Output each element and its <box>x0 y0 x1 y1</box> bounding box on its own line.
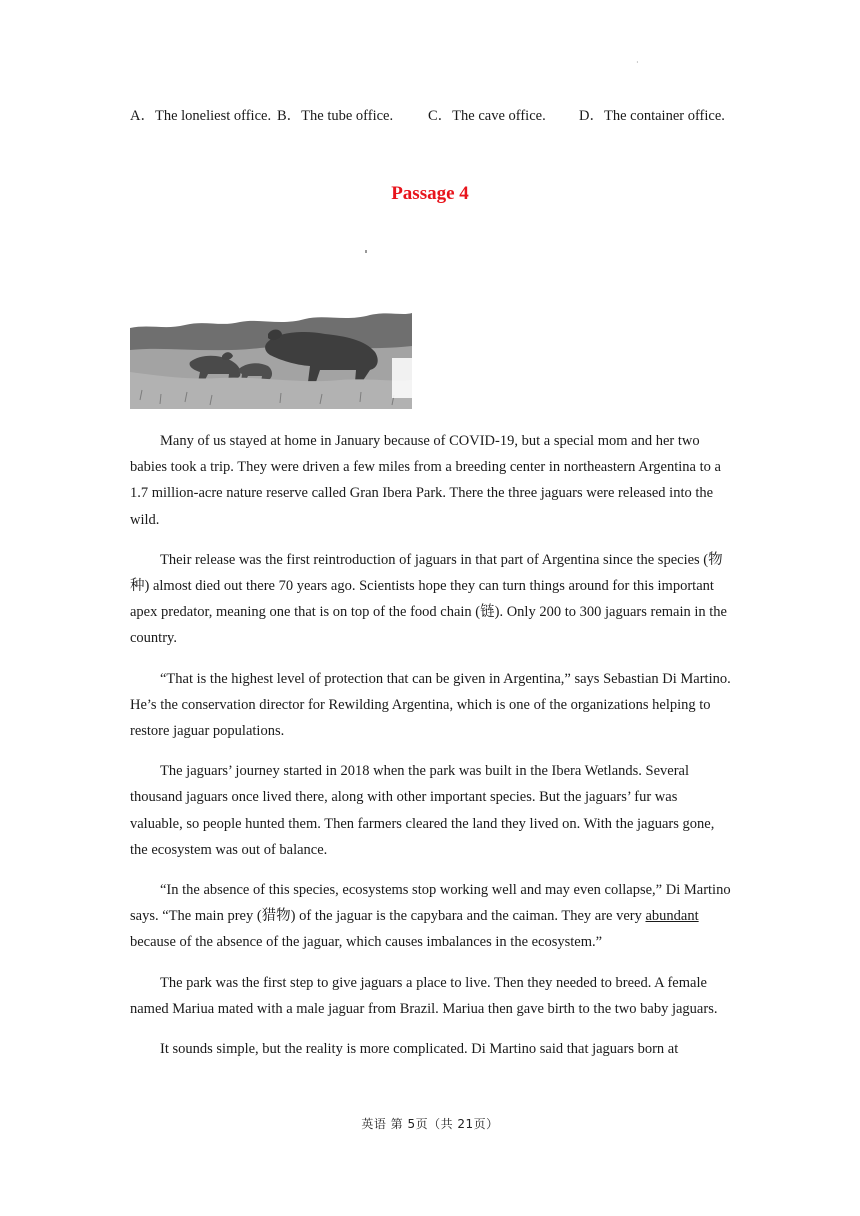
scan-speck <box>365 250 367 253</box>
page-footer: 英语 第 5页（共 21页） <box>361 1117 499 1131</box>
paragraph-7: It sounds simple, but the reality is more complicated. Di Martino said that jaguars born at <box>160 1041 679 1058</box>
paragraph-3: “That is the highest level of protection that can be given in Argentina,” says Sebastian Di Martino. He’s the conservation director for Rewilding Argentina, which is one of the organizations helping to restore jaguar populations. <box>130 670 731 740</box>
option-c: C．The cave office. <box>428 108 546 124</box>
passage-title: Passage 4 <box>391 183 469 204</box>
paragraph-2: Their release was the first reintroduction of jaguars in that part of Argentina since the species (物种) almost died out there 70 years ago. Scientists hope they can turn things around for this important apex predator, meaning one that is on top of the food chain (链). Only 200 to 300 jaguars remain in the country. <box>130 551 727 647</box>
paragraph-4: The jaguars’ journey started in 2018 when the park was built in the Ibera Wetlands. Several thousand jaguars once lived there, along with other important species. But the jaguars’ fur was valuable, so people hunted them. Then farmers cleared the land they lived on. With the jaguars gone, the ecosystem was out of balance. <box>130 763 715 858</box>
paragraph-5-rest: because of the absence of the jaguar, which causes imbalances in the ecosystem.” <box>130 934 603 951</box>
option-a: A．The loneliest office. <box>130 108 272 124</box>
stray-dot: · <box>636 58 639 67</box>
paragraph-5-text: “In the absence of this species, ecosystems stop working well and may even collapse,” Di Martino says. “The main prey (猎物) of the jaguar is the capybara and the caiman. They are very <box>130 882 731 925</box>
option-b: B．The tube office. <box>277 108 394 124</box>
answer-options <box>130 104 740 126</box>
paragraph-6: The park was the first step to give jaguars a place to live. Then they needed to breed. A female named Mariua mated with a male jaguar from Brazil. Mariua then gave birth to the two baby jaguars. <box>130 974 718 1017</box>
paragraph-1: Many of us stayed at home in January because of COVID-19, but a special mom and her two babies took a trip. They were driven a few miles from a breeding center in northeastern Argentina to a 1.7 million-acre nature reserve called Gran Ibera Park. There the three jaguars were released into the wild. <box>130 433 721 528</box>
passage-body <box>130 428 732 1076</box>
paragraph-5 <box>130 877 732 956</box>
underlined-word: abundant <box>645 908 699 925</box>
jaguar-photo <box>130 310 412 409</box>
option-d: D．The container office. <box>579 108 725 124</box>
